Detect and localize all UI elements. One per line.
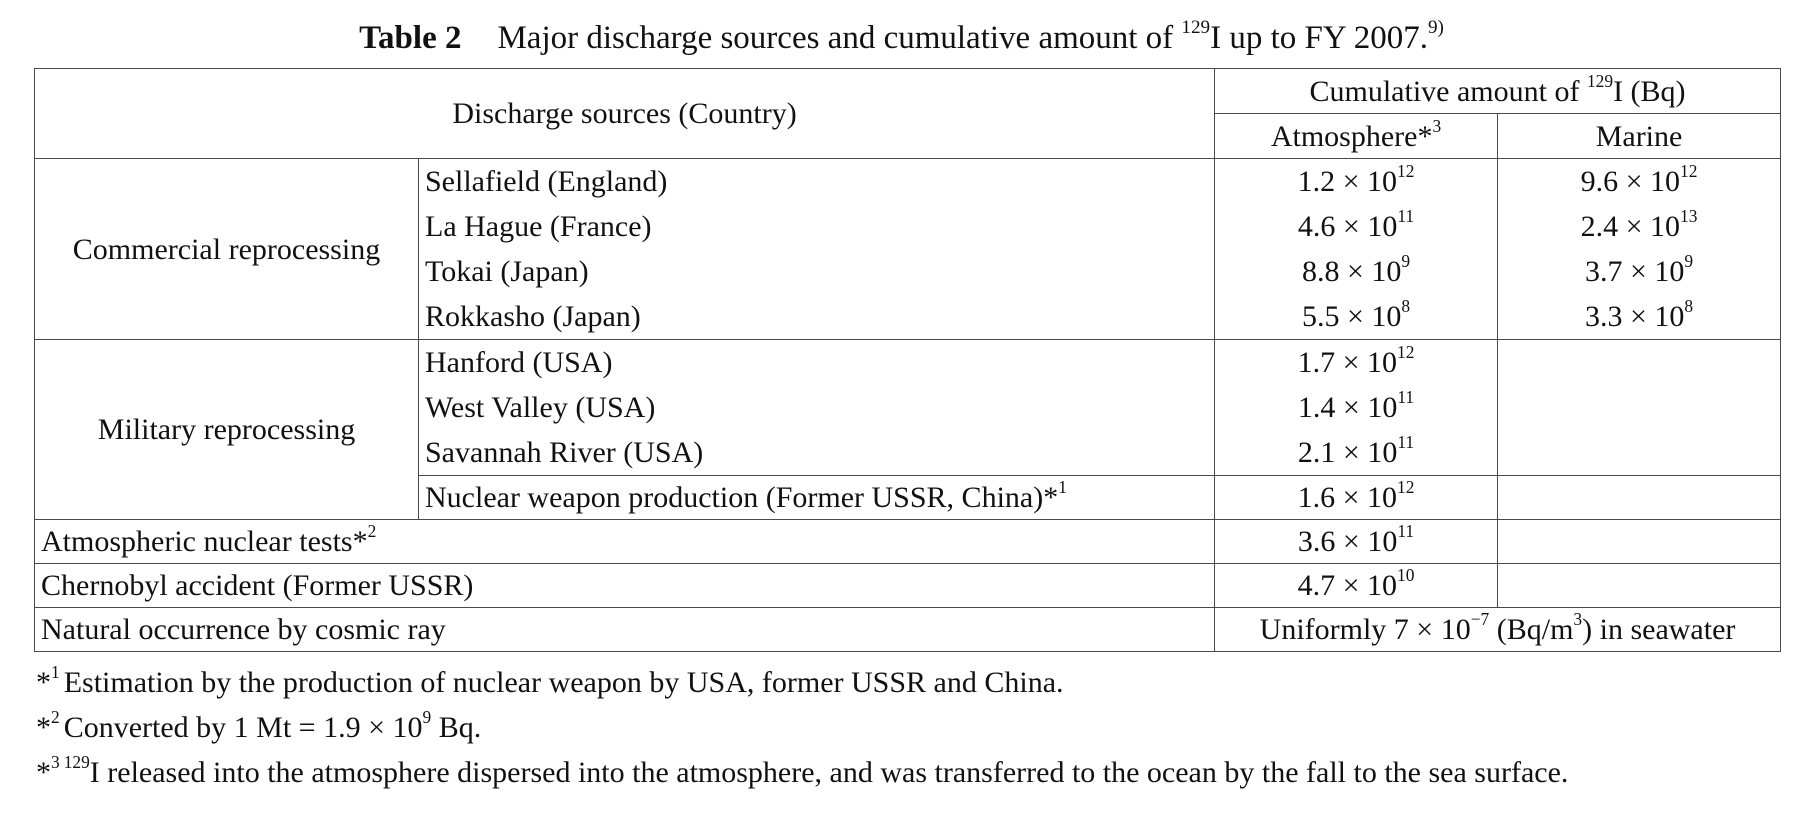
military-marine-empty	[1498, 340, 1781, 476]
tests-marine-empty	[1498, 520, 1781, 564]
value-sellafield-atmosphere: $1.2 \times 10^{12}$	[1297, 161, 1415, 198]
source-savannah-river: Savannah River (USA)	[425, 436, 704, 469]
source-natural-occurrence: Natural occurrence by cosmic ray	[35, 608, 1215, 652]
header-discharge-sources: Discharge sources (Country)	[35, 69, 1215, 159]
footnote-2: *$^2$ Converted by 1 $Mt = 1.9 \times 10^9$ Bq.	[36, 707, 482, 744]
source-la-hague: La Hague (France)	[425, 210, 652, 243]
header-atmosphere-label: Atmosphere	[1270, 119, 1418, 153]
military-reprocessing-label: Military reprocessing	[35, 340, 419, 520]
value-rokkasho-marine: $3.3 \times 10^8$	[1584, 296, 1694, 333]
value-rokkasho-atmosphere: $5.5 \times 10^8$	[1301, 296, 1411, 333]
caption-text: Major discharge sources and cumulative amount of	[497, 20, 1174, 56]
value-la-hague-marine: $2.4 \times 10^{13}$	[1580, 206, 1698, 243]
value-natural-occurrence: Uniformly $7 \times 10^{-7}$ $(Bq/m^3)$ in seawater	[1215, 608, 1781, 652]
header-cumulative-amount	[1215, 69, 1781, 114]
source-chernobyl-accident: Chernobyl accident (Former USSR)	[35, 564, 1215, 608]
table-number: Table 2	[359, 20, 462, 56]
source-nuclear-weapon-production: Nuclear weapon production (Former USSR, China)*$^1$	[419, 476, 1215, 520]
footnote-1: *$^1$ Estimation by the production of nuclear weapon by USA, former USSR and China.	[36, 662, 1064, 699]
table-caption	[0, 16, 1803, 60]
value-west-valley-atmosphere: $1.4 \times 10^{11}$	[1297, 387, 1415, 424]
header-unit: I (Bq)	[1613, 74, 1686, 108]
caption-mass-number: 129	[1181, 17, 1211, 39]
header-atmosphere-note: 3	[1432, 115, 1442, 136]
source-sellafield: Sellafield (England)	[425, 165, 668, 198]
chernobyl-row	[35, 564, 1781, 608]
military-atmosphere-values	[1215, 340, 1498, 476]
source-rokkasho: Rokkasho (Japan)	[425, 300, 641, 333]
source-west-valley: West Valley (USA)	[425, 391, 656, 424]
military-group	[35, 340, 1781, 476]
discharge-table	[34, 68, 1781, 652]
value-weapon-atmosphere: $1.6 \times 10^{12}$	[1215, 476, 1498, 520]
caption-text-end: I up to FY 2007.	[1210, 20, 1428, 56]
weapon-marine-empty	[1498, 476, 1781, 520]
header-row-1	[35, 69, 1781, 114]
value-chernobyl-atmosphere: $4.7 \times 10^{10}$	[1215, 564, 1498, 608]
value-la-hague-atmosphere: $4.6 \times 10^{11}$	[1297, 206, 1415, 243]
commercial-marine-values	[1498, 159, 1781, 340]
source-tokai: Tokai (Japan)	[425, 255, 589, 288]
value-hanford-atmosphere: $1.7 \times 10^{12}$	[1297, 342, 1415, 379]
commercial-reprocessing-label: Commercial reprocessing	[35, 159, 419, 340]
source-hanford: Hanford (USA)	[425, 346, 613, 379]
header-mass-number: 129	[1586, 70, 1614, 91]
commercial-atmosphere-values	[1215, 159, 1498, 340]
value-tokai-atmosphere: $8.8 \times 10^9$	[1301, 251, 1411, 288]
chernobyl-marine-empty	[1498, 564, 1781, 608]
value-savannah-river-atmosphere: $2.1 \times 10^{11}$	[1297, 432, 1415, 469]
commercial-group	[35, 159, 1781, 340]
header-atmosphere-star: *	[1417, 119, 1433, 153]
tests-row	[35, 520, 1781, 564]
header-marine: Marine	[1498, 114, 1781, 159]
military-sources	[419, 340, 1215, 476]
caption-reference: 9)	[1427, 17, 1444, 39]
header-atmosphere	[1215, 114, 1498, 159]
source-atmospheric-nuclear-tests: Atmospheric nuclear tests*$^2$	[35, 520, 1215, 564]
value-tests-atmosphere: $3.6 \times 10^{11}$	[1215, 520, 1498, 564]
footnote-3: *$^3$ $^{129}$I released into the atmosphere dispersed into the atmosphere, and was transferred to the ocean by the fall to the sea surface.	[36, 752, 1569, 789]
value-tokai-marine: $3.7 \times 10^9$	[1584, 251, 1694, 288]
footnotes	[36, 660, 1568, 795]
natural-row	[35, 608, 1781, 652]
value-sellafield-marine: $9.6 \times 10^{12}$	[1580, 161, 1698, 198]
commercial-sources	[419, 159, 1215, 340]
header-cumulative-text: Cumulative amount of	[1309, 74, 1580, 108]
